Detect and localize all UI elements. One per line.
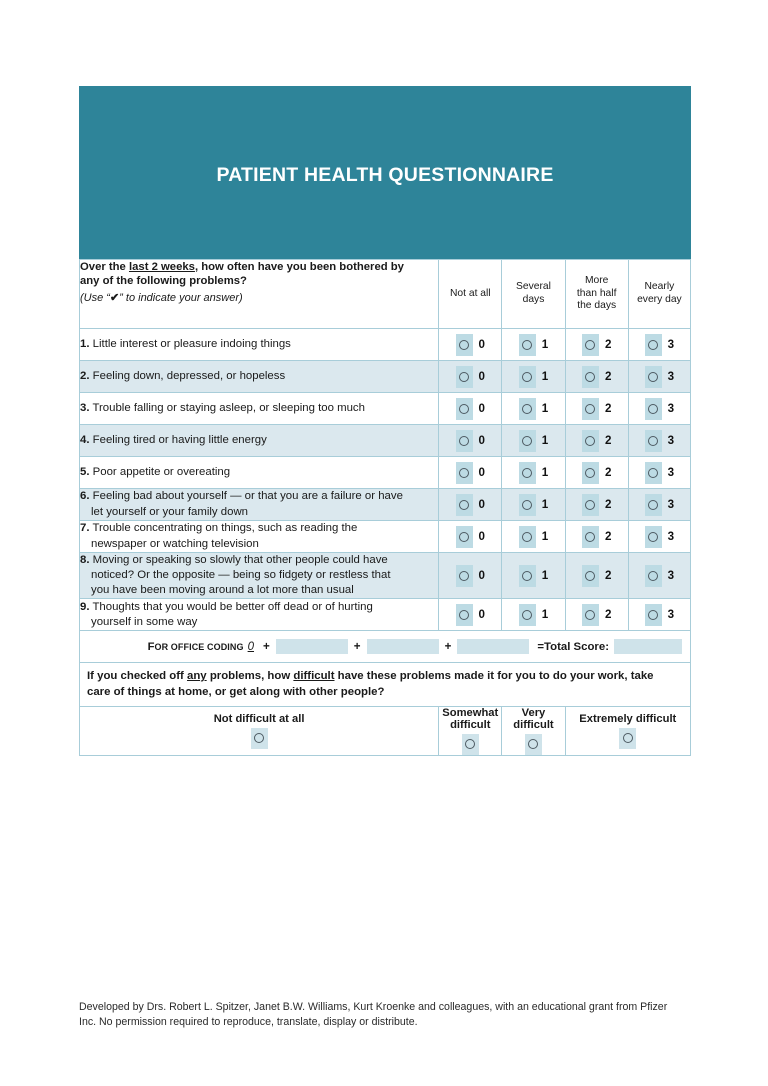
radio-highlight-box[interactable] xyxy=(645,494,662,516)
radio-icon xyxy=(648,372,658,382)
question-line: 7. Trouble concentrating on things, such as reading the xyxy=(80,522,358,535)
answer-option-q5-score-1[interactable] xyxy=(502,457,565,489)
answer-option-q3-score-0[interactable] xyxy=(439,393,502,425)
radio-highlight-box[interactable] xyxy=(582,494,599,516)
table-header-row xyxy=(80,260,691,329)
answer-option-q6-score-0[interactable] xyxy=(439,489,502,521)
total-score-field[interactable] xyxy=(614,639,682,654)
radio-icon xyxy=(528,739,538,749)
answer-score-label: 1 xyxy=(541,402,549,415)
radio-icon xyxy=(648,500,658,510)
radio-highlight-box[interactable] xyxy=(645,462,662,484)
radio-icon xyxy=(585,500,595,510)
answer-option-q8-score-2[interactable] xyxy=(565,553,628,599)
answer-option-q5-score-2[interactable] xyxy=(565,457,628,489)
difficulty-underline-difficult: difficult xyxy=(293,670,335,683)
radio-icon xyxy=(648,532,658,542)
difficulty-option-not-difficult-at-all[interactable]: Not difficult at all xyxy=(80,706,439,755)
answer-option-q2-score-1[interactable] xyxy=(502,361,565,393)
radio-highlight-box[interactable] xyxy=(456,430,473,452)
radio-icon xyxy=(459,404,469,414)
answer-score-label: 3 xyxy=(667,530,675,543)
answer-score-label: 1 xyxy=(541,498,549,511)
question-line: 9. Thoughts that you would be better off dead or of hurting xyxy=(80,600,373,613)
radio-highlight-box[interactable] xyxy=(645,334,662,356)
question-number: 7. xyxy=(80,522,90,535)
radio-highlight-box[interactable] xyxy=(456,604,473,626)
answer-option-q2-score-2[interactable] xyxy=(565,361,628,393)
answer-score-label: 0 xyxy=(478,569,485,583)
radio-icon xyxy=(522,404,532,414)
column-header-several-days: Several days xyxy=(502,260,565,329)
difficulty-prompt-cell: If you checked off any problems, how difficult have these problems made it for you to do your work, take care of things at home, or get along with other people? xyxy=(80,663,691,706)
difficulty-radio-0[interactable] xyxy=(251,728,268,749)
question-text-3 xyxy=(80,393,439,425)
radio-icon xyxy=(585,404,595,414)
difficulty-radio-3[interactable] xyxy=(619,728,636,749)
radio-icon xyxy=(648,340,658,350)
radio-highlight-box[interactable] xyxy=(456,334,473,356)
question-number: 5. xyxy=(80,465,90,478)
question-row xyxy=(80,457,691,489)
question-line: noticed? Or the opposite — being so fidgety or restless that xyxy=(91,569,391,582)
radio-highlight-box[interactable] xyxy=(582,334,599,356)
office-coding-field-3[interactable] xyxy=(457,639,529,654)
instructions-underline-last2weeks: last 2 weeks xyxy=(128,261,195,273)
question-line: 1. Little interest or pleasure indoing things xyxy=(80,337,291,350)
footer-attribution xyxy=(79,1000,679,1031)
answer-score-label: 0 xyxy=(478,370,485,383)
answer-option-q9-score-0[interactable] xyxy=(439,599,502,631)
column-header-not-at-all: Not at all xyxy=(439,260,502,329)
radio-highlight-box[interactable] xyxy=(645,565,662,587)
question-text-4 xyxy=(80,425,439,457)
answer-score-label: 0 xyxy=(478,498,485,511)
radio-icon xyxy=(585,372,595,382)
answer-option-q6-score-3[interactable] xyxy=(628,489,690,521)
radio-highlight-box[interactable] xyxy=(456,398,473,420)
answer-option-q3-score-3[interactable] xyxy=(628,393,690,425)
office-coding-plus-2: + xyxy=(353,640,361,654)
answer-option-q3-score-1[interactable] xyxy=(502,393,565,425)
radio-icon xyxy=(648,571,658,581)
difficulty-prompt-row xyxy=(80,663,691,706)
radio-highlight-box[interactable] xyxy=(519,604,536,626)
difficulty-underline-any: any xyxy=(187,670,207,683)
total-score-label: =Total Score: xyxy=(537,640,609,653)
radio-icon xyxy=(459,532,469,542)
question-text-8 xyxy=(80,553,439,599)
radio-icon xyxy=(465,739,475,749)
footer-line-1: Developed by Drs. Robert L. Spitzer, Janet B.W. Williams, Kurt Kroenke and colleagues, with an educational grant from Pfizer xyxy=(79,1001,668,1013)
question-number: 1. xyxy=(80,337,90,350)
answer-option-q3-score-2[interactable] xyxy=(565,393,628,425)
radio-highlight-box[interactable] xyxy=(645,604,662,626)
radio-icon xyxy=(459,610,469,620)
radio-highlight-box[interactable] xyxy=(645,526,662,548)
question-line: 8. Moving or speaking so slowly that other people could have xyxy=(80,554,388,566)
question-text-7 xyxy=(80,521,439,553)
question-number: 3. xyxy=(80,401,90,414)
answer-score-label: 0 xyxy=(478,530,485,543)
radio-highlight-box[interactable] xyxy=(456,526,473,548)
radio-icon xyxy=(648,610,658,620)
office-coding-row xyxy=(80,631,691,663)
question-line: 4. Feeling tired or having little energy xyxy=(80,433,267,446)
radio-icon xyxy=(623,733,633,743)
instructions-line-2: any of the following problems? xyxy=(80,275,247,288)
radio-highlight-box[interactable] xyxy=(456,494,473,516)
phq9-questionnaire-table xyxy=(79,259,691,756)
answer-option-q9-score-1[interactable] xyxy=(502,599,565,631)
office-coding-zero: 0 xyxy=(247,640,255,653)
radio-icon xyxy=(459,372,469,382)
radio-highlight-box[interactable] xyxy=(456,366,473,388)
radio-icon xyxy=(459,500,469,510)
answer-score-label: 2 xyxy=(604,498,612,511)
instructions-line-3: (Use “✔” to indicate your answer) xyxy=(80,291,243,304)
difficulty-option-very-difficult[interactable]: Very difficult xyxy=(502,706,565,755)
radio-highlight-box[interactable] xyxy=(582,430,599,452)
answer-score-label: 2 xyxy=(604,608,612,622)
question-number: 4. xyxy=(80,433,90,446)
difficulty-option-extremely-difficult[interactable]: Extremely difficult xyxy=(565,706,690,755)
answer-option-q8-score-1[interactable] xyxy=(502,553,565,599)
question-number: 8. xyxy=(80,554,90,566)
radio-highlight-box[interactable] xyxy=(582,398,599,420)
radio-icon xyxy=(585,532,595,542)
answer-score-label: 3 xyxy=(667,569,675,583)
difficulty-option-somewhat-difficult[interactable]: Somewhat difficult xyxy=(439,706,502,755)
answer-score-label: 0 xyxy=(478,338,485,351)
answer-option-q9-score-2[interactable] xyxy=(565,599,628,631)
question-text-1 xyxy=(80,329,439,361)
radio-icon xyxy=(459,340,469,350)
difficulty-radio-1[interactable] xyxy=(462,734,479,755)
question-row xyxy=(80,425,691,457)
answer-option-q7-score-1[interactable] xyxy=(502,521,565,553)
radio-icon xyxy=(459,436,469,446)
question-number: 9. xyxy=(80,600,90,613)
answer-option-q9-score-3[interactable] xyxy=(628,599,690,631)
answer-option-q1-score-3[interactable] xyxy=(628,329,690,361)
answer-option-q7-score-0[interactable] xyxy=(439,521,502,553)
answer-option-q7-score-3[interactable] xyxy=(628,521,690,553)
answer-option-q5-score-0[interactable] xyxy=(439,457,502,489)
radio-highlight-box[interactable] xyxy=(456,462,473,484)
answer-score-label: 0 xyxy=(478,466,485,479)
answer-score-label: 3 xyxy=(667,608,675,622)
answer-score-label: 1 xyxy=(541,434,549,447)
answer-option-q2-score-3[interactable] xyxy=(628,361,690,393)
answer-option-q6-score-2[interactable] xyxy=(565,489,628,521)
radio-highlight-box[interactable] xyxy=(582,366,599,388)
radio-icon xyxy=(254,733,264,743)
radio-icon xyxy=(522,610,532,620)
radio-highlight-box[interactable] xyxy=(519,430,536,452)
question-number: 2. xyxy=(80,369,90,382)
office-coding-plus-1: + xyxy=(263,640,270,654)
answer-score-label: 2 xyxy=(604,530,612,543)
radio-highlight-box[interactable] xyxy=(582,565,599,587)
answer-option-q4-score-0[interactable] xyxy=(439,425,502,457)
radio-highlight-box[interactable] xyxy=(645,430,662,452)
question-row xyxy=(80,393,691,425)
question-line: 5. Poor appetite or overeating xyxy=(80,465,231,478)
question-text-2 xyxy=(80,361,439,393)
checkmark-icon: ✔ xyxy=(109,291,120,304)
radio-icon xyxy=(459,468,469,478)
question-line: let yourself or your family down xyxy=(91,505,248,518)
answer-score-label: 1 xyxy=(541,569,549,583)
radio-icon xyxy=(522,532,532,542)
question-text-9 xyxy=(80,599,439,631)
answer-option-q7-score-2[interactable] xyxy=(565,521,628,553)
office-coding-label: FOR OFFICE CODING xyxy=(147,640,244,653)
radio-icon xyxy=(648,404,658,414)
question-line: 6. Feeling bad about yourself — or that you are a failure or have xyxy=(80,490,403,503)
answer-score-label: 1 xyxy=(541,530,549,543)
radio-icon xyxy=(585,436,595,446)
radio-highlight-box[interactable] xyxy=(519,494,536,516)
office-coding-field-2[interactable] xyxy=(367,639,439,654)
column-header-nearly-every-day: Nearly every day xyxy=(628,260,690,329)
answer-option-q2-score-0[interactable] xyxy=(439,361,502,393)
page-title: PATIENT HEALTH QUESTIONNAIRE xyxy=(216,164,554,186)
question-row xyxy=(80,329,691,361)
radio-icon xyxy=(648,468,658,478)
answer-score-label: 3 xyxy=(667,402,675,415)
question-text-6 xyxy=(80,489,439,521)
office-coding-plus-3: + xyxy=(444,640,452,654)
answer-score-label: 1 xyxy=(541,370,549,383)
radio-highlight-box[interactable] xyxy=(519,526,536,548)
question-line: 2. Feeling down, depressed, or hopeless xyxy=(80,369,286,382)
answer-score-label: 1 xyxy=(541,608,549,622)
question-line: yourself in some way xyxy=(91,615,198,628)
office-coding-cell xyxy=(80,631,691,663)
question-line: 3. Trouble falling or staying asleep, or sleeping too much xyxy=(80,401,365,414)
instructions-cell xyxy=(80,260,439,329)
footer-line-2: Inc. No permission required to reproduce, translate, display or distribute. xyxy=(79,1016,418,1029)
radio-icon xyxy=(459,571,469,581)
difficulty-prompt-line-2: care of things at home, or get along with other people? xyxy=(87,685,385,698)
answer-score-label: 0 xyxy=(478,608,485,622)
question-row xyxy=(80,553,691,599)
answer-score-label: 2 xyxy=(604,370,612,383)
office-coding-field-1[interactable] xyxy=(276,639,348,654)
radio-icon xyxy=(522,468,532,478)
answer-option-q5-score-3[interactable] xyxy=(628,457,690,489)
radio-icon xyxy=(522,372,532,382)
radio-icon xyxy=(585,610,595,620)
radio-highlight-box[interactable] xyxy=(645,366,662,388)
question-row xyxy=(80,489,691,521)
answer-option-q6-score-1[interactable] xyxy=(502,489,565,521)
answer-score-label: 3 xyxy=(667,466,675,479)
answer-option-q8-score-0[interactable] xyxy=(439,553,502,599)
radio-icon xyxy=(585,571,595,581)
radio-highlight-box[interactable] xyxy=(582,604,599,626)
answer-option-q4-score-1[interactable] xyxy=(502,425,565,457)
answer-score-label: 3 xyxy=(667,338,675,351)
radio-highlight-box[interactable] xyxy=(582,462,599,484)
radio-icon xyxy=(522,571,532,581)
answer-score-label: 2 xyxy=(604,569,612,583)
answer-score-label: 3 xyxy=(667,434,675,447)
radio-highlight-box[interactable] xyxy=(456,565,473,587)
answer-option-q1-score-0[interactable] xyxy=(439,329,502,361)
question-line: newspaper or watching television xyxy=(91,537,259,550)
column-header-more-than-half-the-days: More than half the days xyxy=(565,260,628,329)
answer-score-label: 0 xyxy=(478,434,485,447)
radio-highlight-box[interactable] xyxy=(519,366,536,388)
radio-icon xyxy=(522,436,532,446)
radio-icon xyxy=(585,468,595,478)
answer-option-q8-score-3[interactable] xyxy=(628,553,690,599)
question-line: you have been moving around a lot more than usual xyxy=(91,584,354,597)
radio-icon xyxy=(585,340,595,350)
answer-score-label: 2 xyxy=(604,466,612,479)
answer-option-q4-score-3[interactable] xyxy=(628,425,690,457)
radio-highlight-box[interactable] xyxy=(519,462,536,484)
answer-score-label: 0 xyxy=(478,402,485,415)
question-row xyxy=(80,361,691,393)
answer-score-label: 2 xyxy=(604,434,612,447)
answer-option-q1-score-1[interactable] xyxy=(502,329,565,361)
instructions-line-1: Over the last 2 weeks, how often have you been bothered by xyxy=(80,261,404,273)
answer-score-label: 2 xyxy=(604,338,612,351)
difficulty-radio-2[interactable] xyxy=(525,734,542,755)
answer-score-label: 3 xyxy=(667,498,675,511)
radio-highlight-box[interactable] xyxy=(645,398,662,420)
radio-icon xyxy=(648,436,658,446)
answer-score-label: 2 xyxy=(604,402,612,415)
question-text-5 xyxy=(80,457,439,489)
radio-highlight-box[interactable] xyxy=(519,398,536,420)
difficulty-options-row xyxy=(80,706,691,755)
radio-highlight-box[interactable] xyxy=(519,565,536,587)
radio-highlight-box[interactable] xyxy=(582,526,599,548)
question-row xyxy=(80,599,691,631)
title-banner xyxy=(79,86,691,259)
radio-highlight-box[interactable] xyxy=(519,334,536,356)
question-number: 6. xyxy=(80,490,90,503)
answer-option-q4-score-2[interactable] xyxy=(565,425,628,457)
answer-score-label: 3 xyxy=(667,370,675,383)
question-row xyxy=(80,521,691,553)
answer-score-label: 1 xyxy=(541,466,549,479)
radio-icon xyxy=(522,500,532,510)
answer-score-label: 1 xyxy=(541,338,549,351)
radio-icon xyxy=(522,340,532,350)
answer-option-q1-score-2[interactable] xyxy=(565,329,628,361)
